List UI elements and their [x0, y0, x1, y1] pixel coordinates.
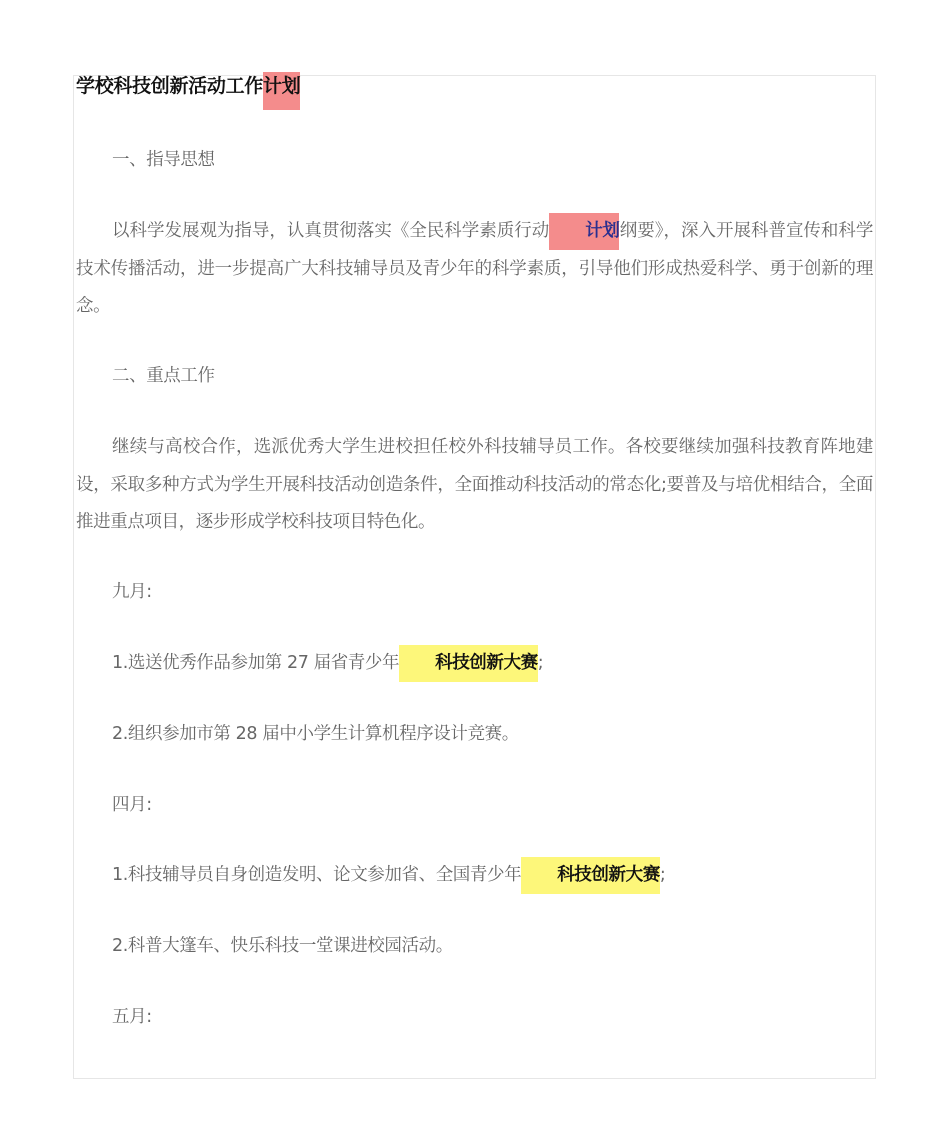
title-text: 学校科技创新活动工作	[76, 75, 264, 97]
section-1-text-before: 以科学发展观为指导，认真贯彻落实《全民科学素质行动	[112, 221, 550, 241]
keyword-highlight: 科技创新大赛	[521, 857, 660, 894]
september-item-1-end: ;	[537, 653, 544, 673]
section-1-heading: 一、指导思想	[112, 150, 215, 170]
april-item-1	[76, 857, 873, 895]
document-title	[76, 72, 300, 110]
april-item-2: 2.科普大篷车、快乐科技一堂课进校园活动。	[112, 936, 453, 956]
section-1-text-after: 纲要》，深入开展科普宣传和科学技术传播活动，进一步提高广大科技辅导员及青少年的科学素质，引导他们形成热爱科学、勇于创新的理念。	[76, 221, 874, 316]
april-item-1-text: 1.科技辅导员自身创造发明、论文参加省、全国青少年	[112, 865, 522, 885]
section-2-heading: 二、重点工作	[112, 366, 215, 386]
september-heading: 九月:	[112, 582, 152, 602]
title-search-highlight: 计划	[263, 72, 300, 110]
body-search-highlight: 计划	[549, 213, 619, 250]
may-heading: 五月:	[112, 1007, 152, 1027]
section-2-paragraph: 继续与高校合作，选派优秀大学生进校担任校外科技辅导员工作。各校要继续加强科技教育阵地建设，采取多种方式为学生开展科技活动创造条件，全面推动科技活动的常态化;要普及与培优相结合，全面推进重点项目，逐步形成学校科技项目特色化。	[76, 437, 873, 532]
september-item-1-text: 1.选送优秀作品参加第 27 届省青少年	[112, 653, 400, 673]
september-item-1	[76, 645, 873, 683]
april-heading: 四月:	[112, 795, 152, 815]
september-item-2: 2.组织参加市第 28 届中小学生计算机程序设计竞赛。	[112, 724, 519, 744]
section-1-paragraph	[76, 213, 873, 326]
keyword-highlight: 科技创新大赛	[399, 645, 538, 682]
april-item-1-end: ;	[659, 865, 666, 885]
